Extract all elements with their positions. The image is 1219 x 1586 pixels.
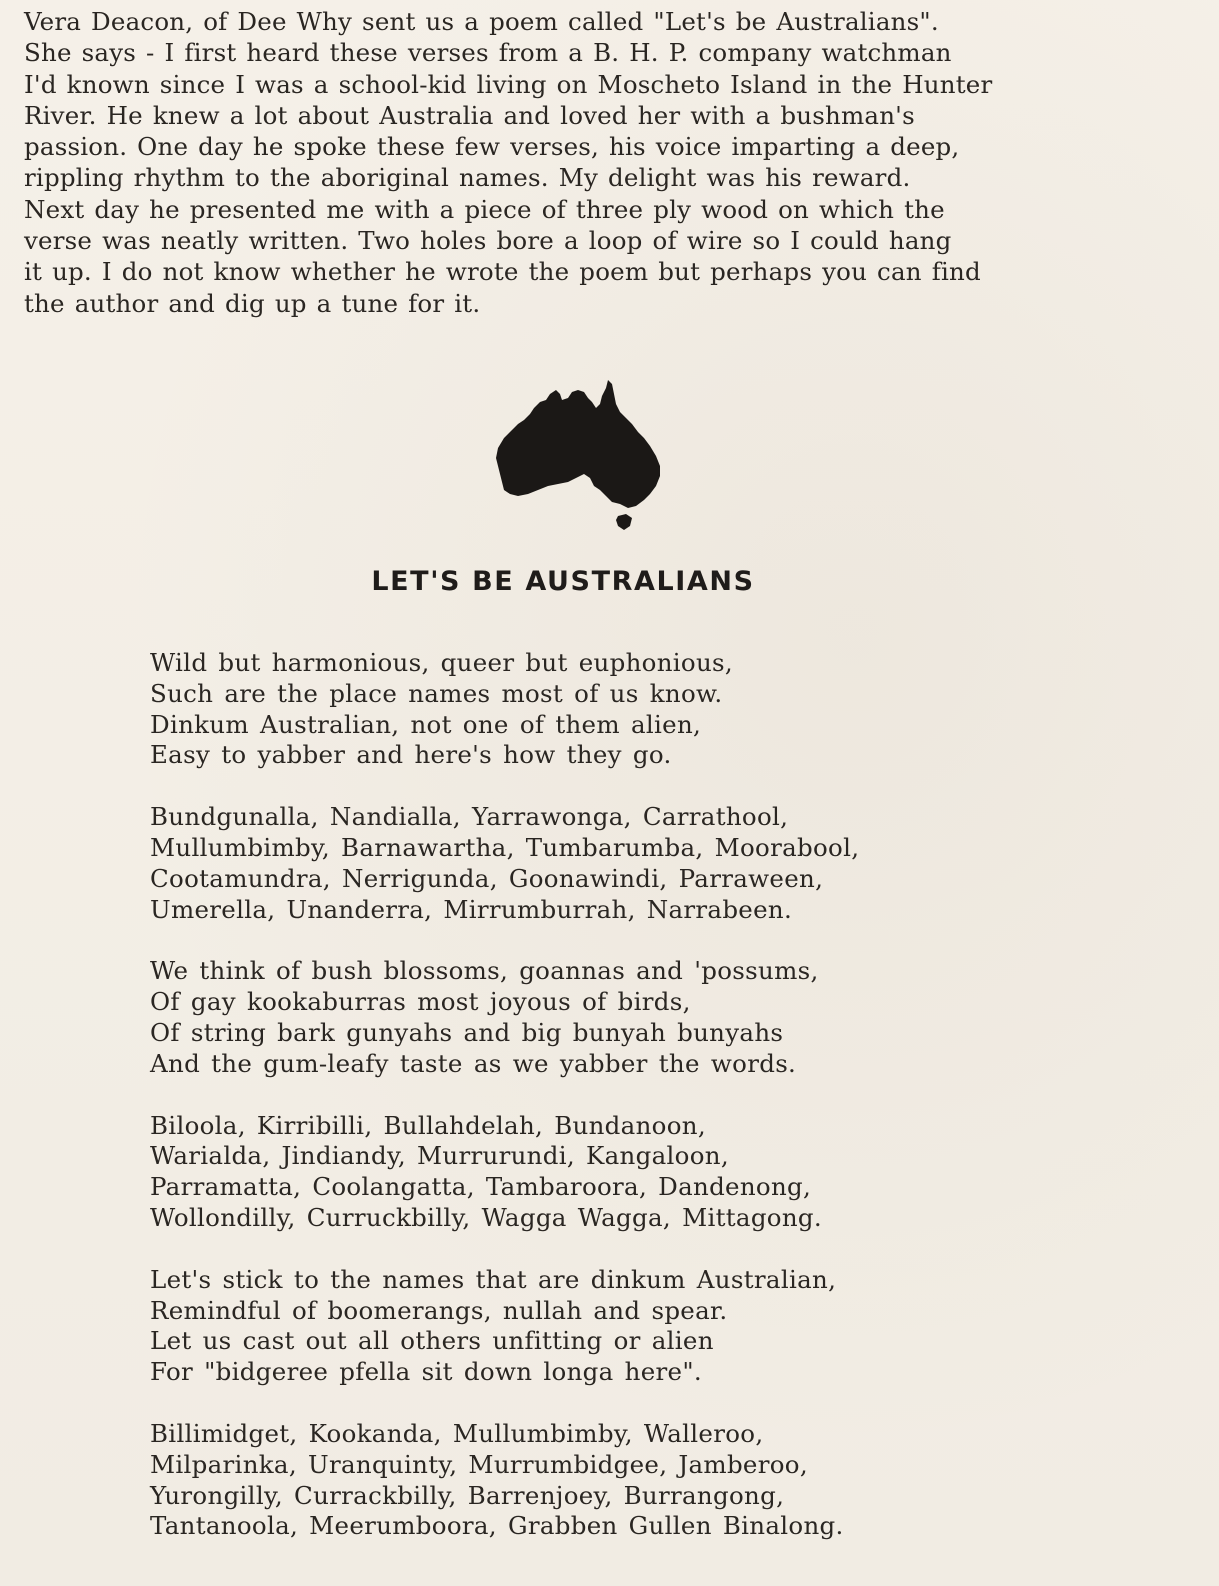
poem-line: Let's stick to the names that are dinkum Australian, xyxy=(150,1264,837,1294)
poem-line: Parramatta, Coolangatta, Tambaroora, Dandenong, xyxy=(150,1172,812,1202)
intro-line: the author and dig up a tune for it. xyxy=(24,288,481,318)
poem-line: Yurongilly, Currackbilly, Barrenjoey, Burrangong, xyxy=(150,1480,785,1510)
poem-body xyxy=(150,648,1110,1573)
intro-line: River. He knew a lot about Australia and loved her with a bushman's xyxy=(24,100,915,130)
poem-line: Of string bark gunyahs and big bunyah bunyahs xyxy=(150,1017,784,1047)
australia-map-icon xyxy=(494,378,662,530)
intro-line: Vera Deacon, of Dee Why sent us a poem called "Let's be Australians". xyxy=(24,7,939,36)
poem-line: Easy to yabber and here's how they go. xyxy=(150,740,672,770)
poem-line: Cootamundra, Nerrigunda, Goonawindi, Parraween, xyxy=(150,863,824,893)
poem-line: Warialda, Jindiandy, Murrurundi, Kangaloon, xyxy=(150,1141,729,1171)
intro-line: verse was neatly written. Two holes bore a loop of wire so I could hang xyxy=(24,226,952,256)
poem-line: Milparinka, Uranquinty, Murrumbidgee, Jamberoo, xyxy=(150,1449,808,1479)
poem-line: Such are the place names most of us know. xyxy=(150,678,723,708)
intro-line: Next day he presented me with a piece of three ply wood on which the xyxy=(24,194,945,224)
intro-line: I'd known since I was a school-kid living on Moscheto Island in the Hunter xyxy=(24,69,993,99)
poem-line: Dinkum Australian, not one of them alien, xyxy=(150,709,702,739)
poem-line: Tantanoola, Meerumboora, Grabben Gullen Binalong. xyxy=(150,1511,844,1541)
poem-line: Let us cast out all others unfitting or alien xyxy=(150,1326,714,1356)
poem-line: Wollondilly, Curruckbilly, Wagga Wagga, Mittagong. xyxy=(150,1202,823,1232)
poem-line: Bundgunalla, Nandialla, Yarrawonga, Carrathool, xyxy=(150,802,789,832)
poem-line: We think of bush blossoms, goannas and 'possums, xyxy=(150,956,819,986)
intro-line: passion. One day he spoke these few verses, his voice imparting a deep, xyxy=(24,132,960,162)
intro-line: rippling rhythm to the aboriginal names. My delight was his reward. xyxy=(24,163,911,193)
stanza xyxy=(150,1419,1110,1542)
intro-line: She says - I first heard these verses from a B. H. P. company watchman xyxy=(24,38,952,68)
stanza xyxy=(150,956,1110,1079)
poem-line: Biloola, Kirribilli, Bullahdelah, Bundanoon, xyxy=(150,1110,706,1140)
poem-title: LET'S BE AUSTRALIANS xyxy=(371,566,755,597)
intro-paragraph xyxy=(24,6,1204,319)
poem-line: Remindful of boomerangs, nullah and spear. xyxy=(150,1295,728,1325)
poem-line: Mullumbimby, Barnawartha, Tumbarumba, Moorabool, xyxy=(150,832,860,862)
poem-line: For "bidgeree pfella sit down longa here". xyxy=(150,1357,702,1387)
poem-line: Umerella, Unanderra, Mirrumburrah, Narrabeen. xyxy=(150,894,793,924)
stanza xyxy=(150,1265,1110,1388)
poem-line: Of gay kookaburras most joyous of birds, xyxy=(150,987,691,1017)
poem-line: Billimidget, Kookanda, Mullumbimby, Walleroo, xyxy=(150,1418,764,1448)
poem-line: Wild but harmonious, queer but euphonious, xyxy=(150,648,734,677)
poem-line: And the gum-leafy taste as we yabber the words. xyxy=(150,1048,797,1078)
stanza xyxy=(150,648,1110,771)
intro-line: it up. I do not know whether he wrote the poem but perhaps you can find xyxy=(24,257,981,287)
stanza xyxy=(150,802,1110,925)
stanza xyxy=(150,1111,1110,1234)
